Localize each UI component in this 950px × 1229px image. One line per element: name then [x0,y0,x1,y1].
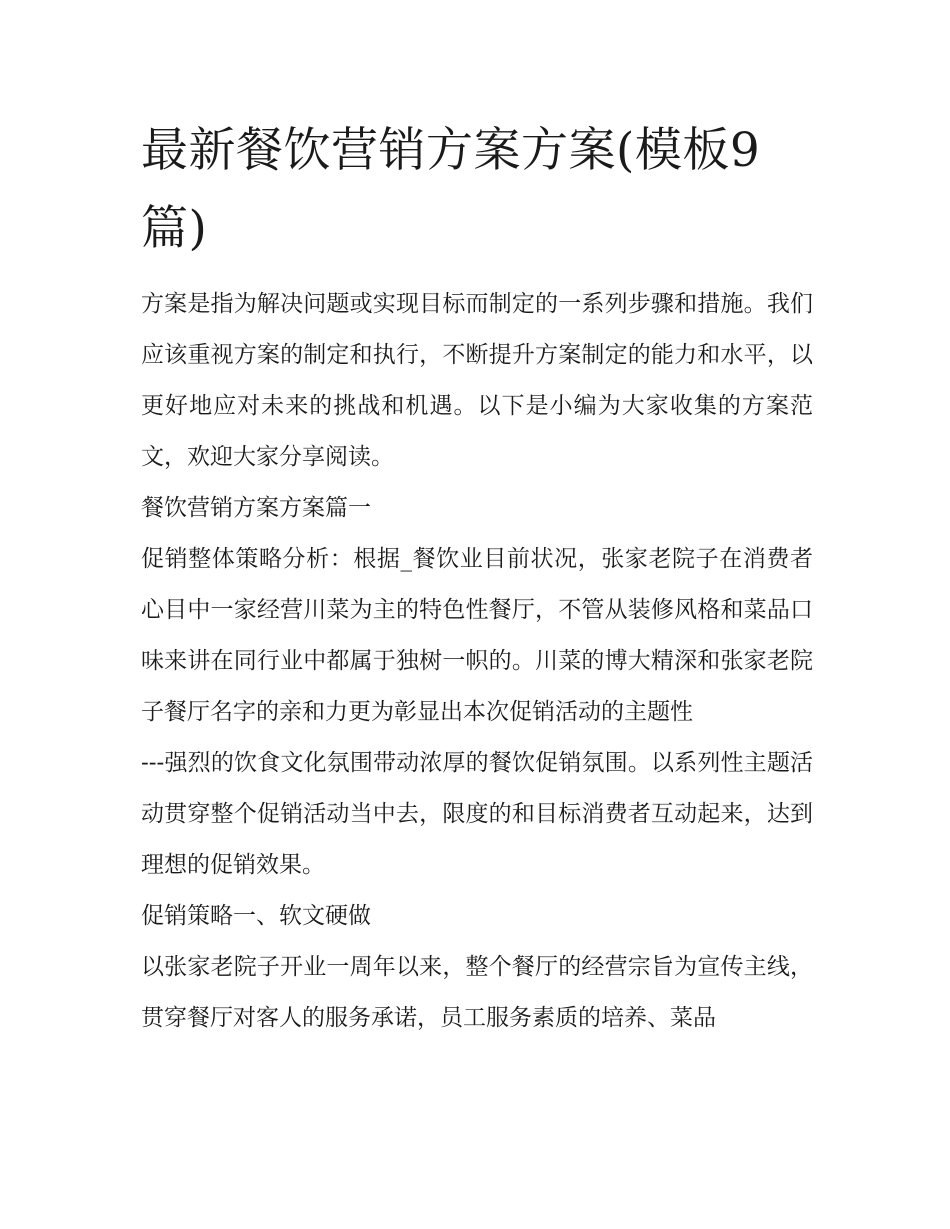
strategy-one-paragraph: 以张家老院子开业一周年以来，整个餐厅的经营宗旨为宣传主线，贯穿餐厅对客人的服务承诺，员工服务素质的培养、菜品 [141,954,813,1031]
strategy-one-heading: 促销策略一、软文硬做 [141,903,371,929]
atmosphere-paragraph: ---强烈的饮食文化氛围带动浓厚的餐饮促销氛围。以系列性主题活动贯穿整个促销活动当中去，限度的和目标消费者互动起来，达到理想的促销效果。 [141,750,813,878]
section-heading: 餐饮营销方案方案篇一 [141,495,371,521]
document-title: 最新餐饮营销方案方案(模板9篇) [141,123,761,256]
strategy-analysis-paragraph: 促销整体策略分析：根据_餐饮业目前状况，张家老院子在消费者心目中一家经营川菜为主的特色性餐厅，不管从装修风格和菜品口味来讲在同行业中都属于独树一帜的。川菜的博大精深和张家老院子餐厅名字的亲和力更为彰显出本次促销活动的主题性 [141,546,813,725]
intro-paragraph: 方案是指为解决问题或实现目标而制定的一系列步骤和措施。我们应该重视方案的制定和执行，不断提升方案制定的能力和水平，以更好地应对未来的挑战和机遇。以下是小编为大家收集的方案范文，欢迎大家分享阅读。 [141,291,813,470]
document-page [141,112,813,1044]
